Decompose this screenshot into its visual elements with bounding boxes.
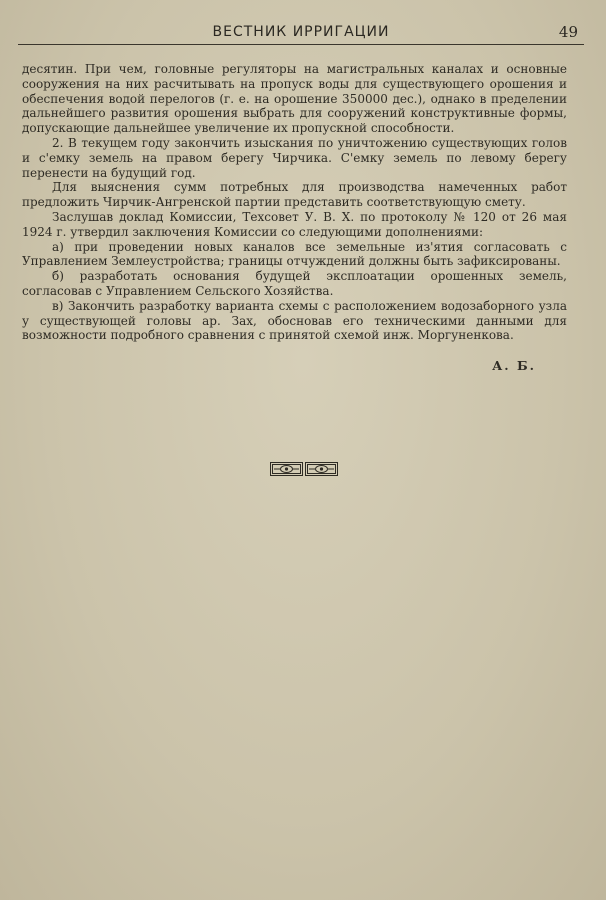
paragraph-continuation: десятин. При чем, головные регуляторы на магистральных каналах и основные сооружения на них расчитывать на пропуск воды для существующего орошения и обеспечения водой перелогов (г. е. на орошение 350000 дес.), однако в пределении дальнейшего развития орошения выбрать для сооружений конструктивные формы, допускающие дальнейшее увеличение их пропускной способности. bbox=[22, 62, 567, 136]
twin-rosette-ornament-icon bbox=[270, 462, 338, 476]
author-signature: А. Б. bbox=[492, 358, 536, 373]
paragraph-item-2: 2. В текущем году закончить изыскания по уничтожению существующих голов и с'емку земель на правом берегу Чирчика. С'емку земель по левому берегу перенести на будущий год. bbox=[22, 135, 567, 180]
paragraph-addendum-c: в) Закончить разработку варианта схемы с расположением водозаборного узла у существующей головы ар. Зах, обосновав его техническими данными для возможности подробного сравнения с принятой схемой инж. Моргуненкова. bbox=[22, 298, 567, 343]
running-header bbox=[18, 22, 584, 45]
page-number: 49 bbox=[558, 23, 578, 41]
paragraph-estimate: Для выяснения сумм потребных для производства намеченных работ предложить Чирчик-Ангренской партии представить соответствующую смету. bbox=[22, 180, 567, 210]
journal-title: ВЕСТНИК ИРРИГАЦИИ bbox=[212, 24, 390, 40]
paragraph-resolution: Заслушав доклад Комиссии, Техсовет У. В. Х. по протоколу № 120 от 26 мая 1924 г. утвердил заключения Комиссии со следующими дополнениями: bbox=[22, 209, 567, 239]
paragraph-addendum-b: б) разработать основания будущей эксплоатации орошенных земель, согласовав с Управлением Сельского Хозяйства. bbox=[22, 269, 567, 298]
article-body bbox=[22, 62, 567, 343]
paragraph-addendum-a: а) при проведении новых каналов все земельные из'ятия согласовать с Управлением Землеустройства; границы отчуждений должны быть зафиксированы. bbox=[22, 239, 567, 269]
